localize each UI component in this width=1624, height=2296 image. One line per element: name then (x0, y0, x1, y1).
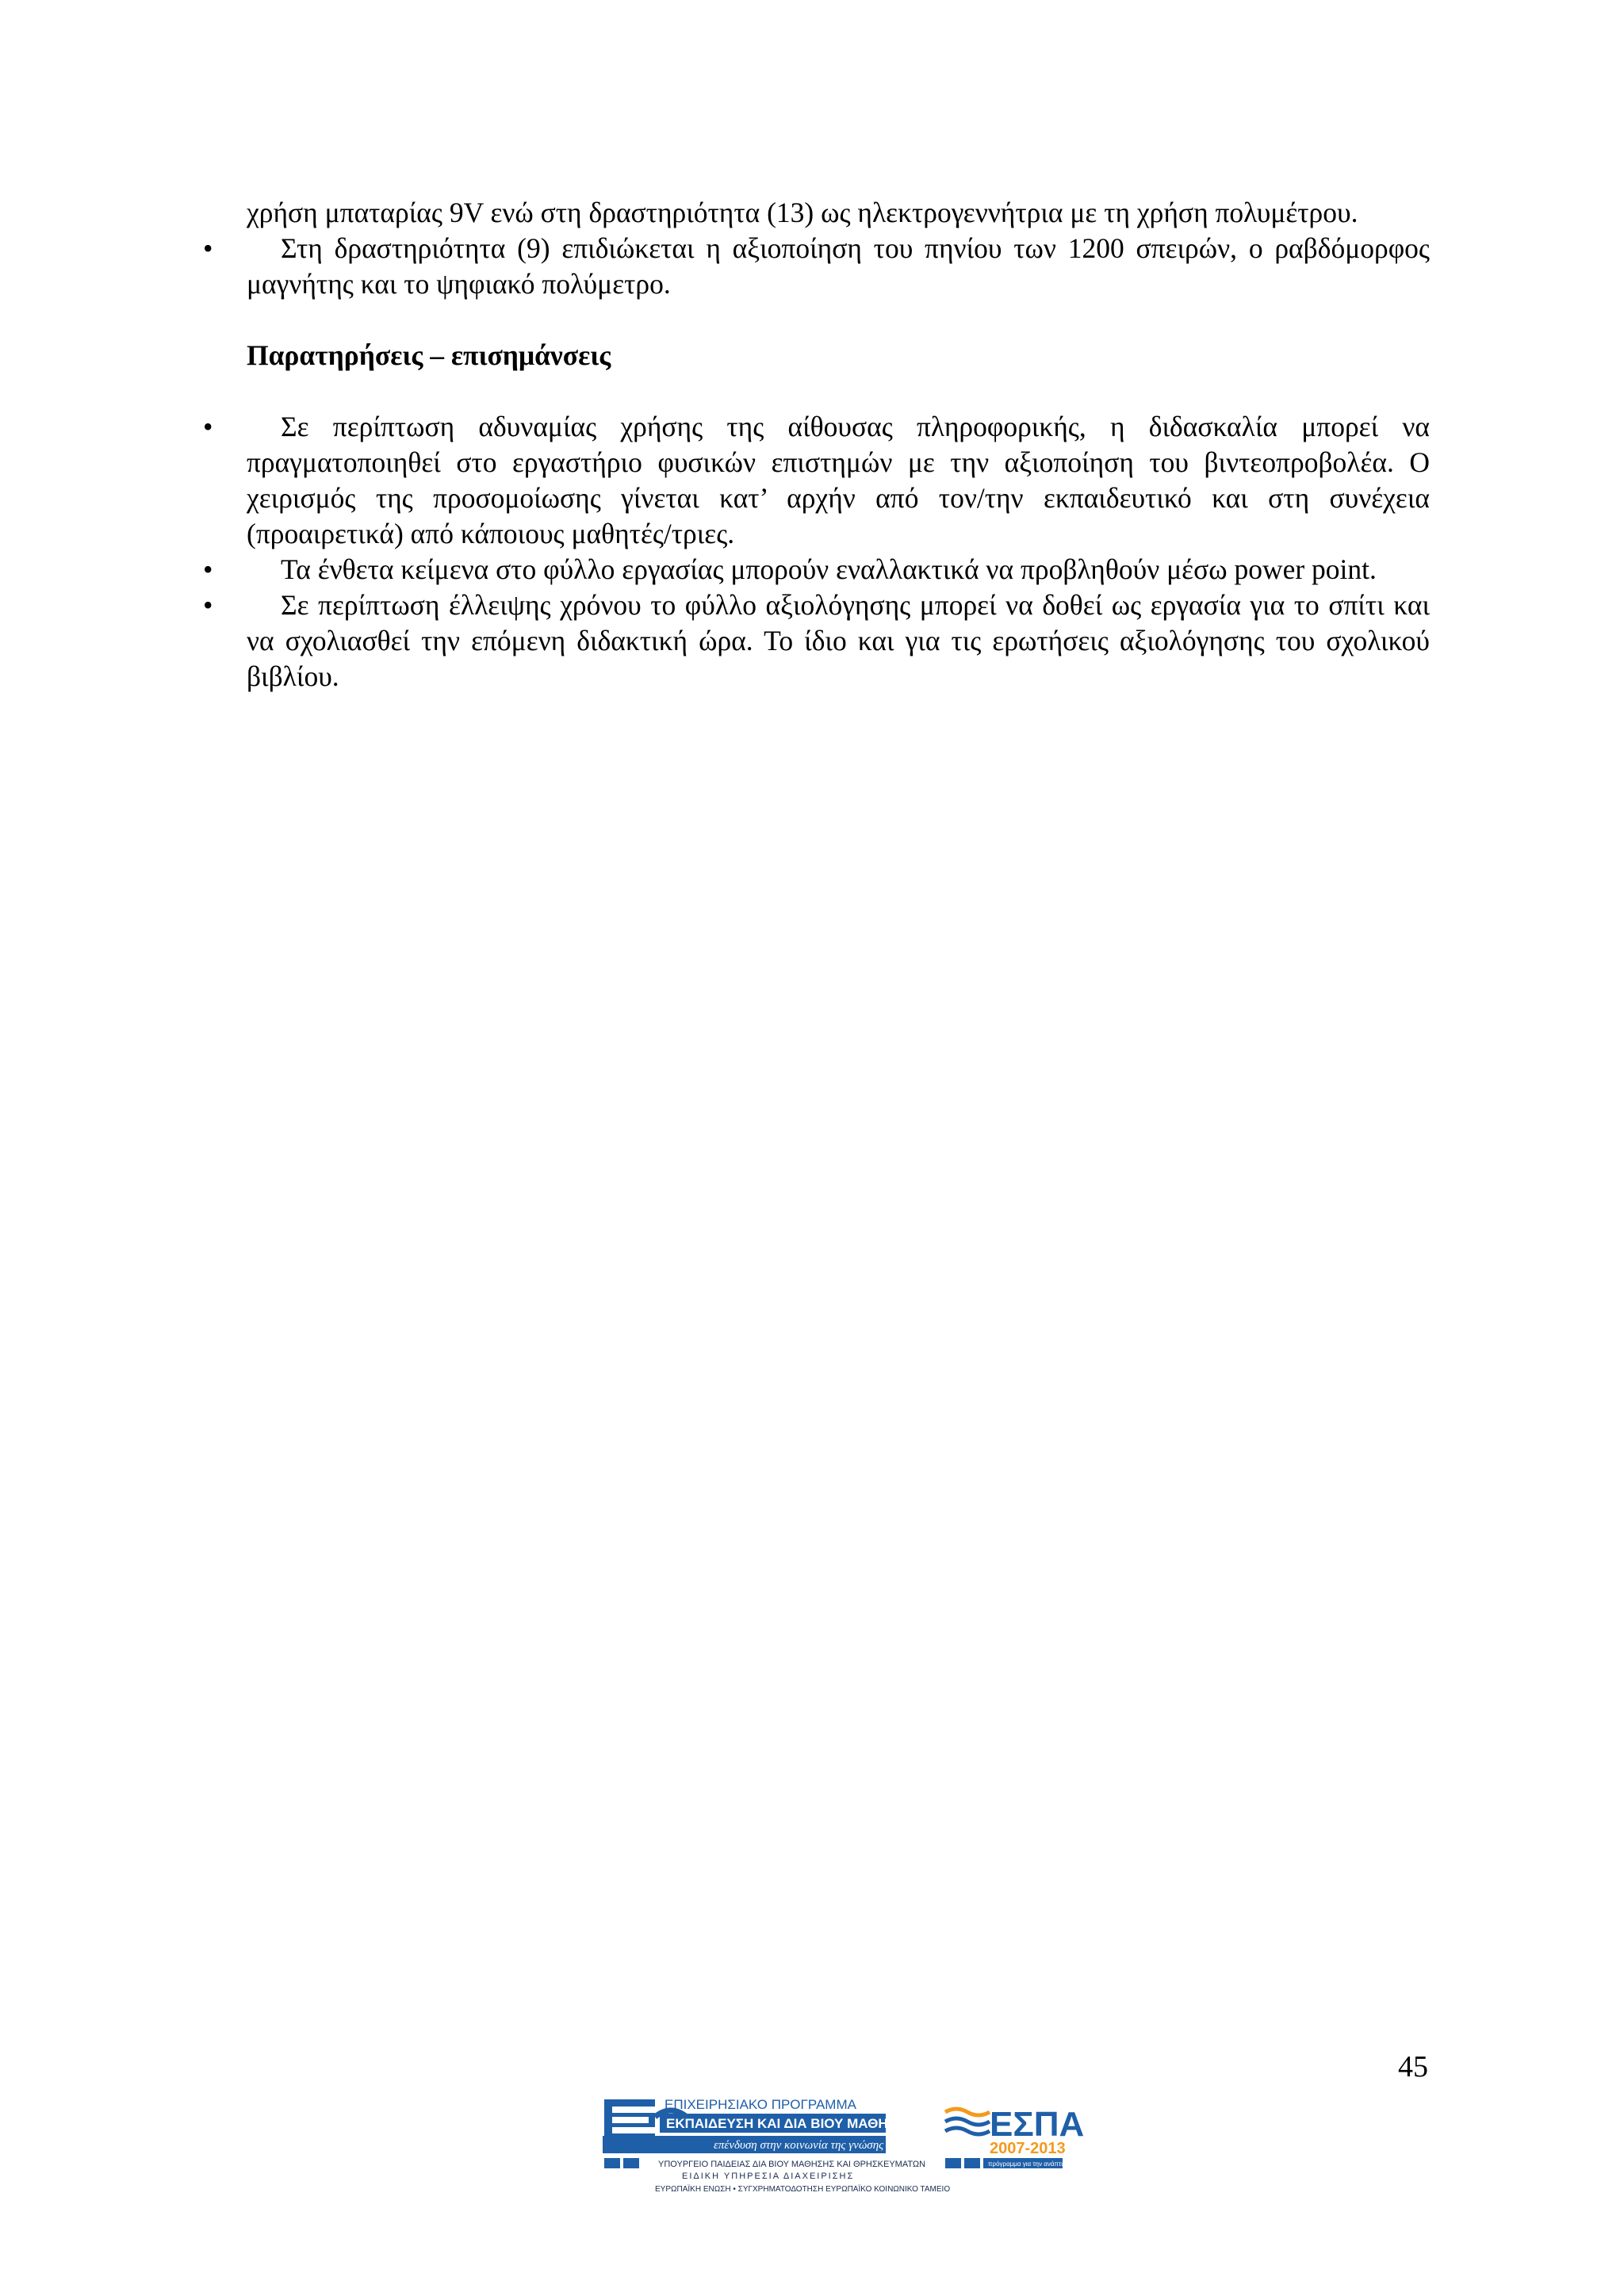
eu-line: ΕΥΡΩΠΑΪΚΗ ΕΝΩΣΗ • ΣΥΓΧΡΗΜΑΤΟΔΟΤΗΣΗ ΕΥΡΩΠΑΪΚΟ ΚΟΙΝΩΝΙΚΟ ΤΑΜΕΙΟ (655, 2185, 951, 2194)
list-item-text: Σε περίπτωση αδυναμίας χρήσης της αίθουσας πληροφορικής, η διδασκαλία μπορεί να πραγματοποιηθεί στο εργαστήριο φυσικών επιστημών με την αξιοποίηση του βιντεοπροβολέα. Ο χειρισμός της προσομοίωσης γίνεται κατ’ αρχήν από τον/την εκπαιδευτικό και στη συνέχεια (προαιρετικά) από κάποιους μαθητές/τριες. (247, 411, 1430, 549)
agency-line: ΕΙΔΙΚΗ ΥΠΗΡΕΣΙΑ ΔΙΑΧΕΙΡΙΣΗΣ (682, 2172, 855, 2181)
funding-logos-footer (0, 2093, 1624, 2204)
greek-flag-icon (945, 2158, 961, 2168)
bullet-icon: • (203, 553, 213, 585)
list-item (203, 409, 1430, 552)
section-heading: Παρατηρήσεις – επισημάνσεις (247, 339, 611, 371)
list-item (203, 587, 1430, 695)
continuation-paragraph: χρήση μπαταρίας 9V ενώ στη δραστηριότητα (13) ως ηλεκτρογεννήτρια με τη χρήση πολυμέτρου. (247, 197, 1358, 228)
funding-logos (0, 2093, 1624, 2204)
program-line-1: ΕΠΙΧΕΙΡΗΣΙΑΚΟ ΠΡΟΓΡΑΜΜΑ (665, 2097, 856, 2112)
eu-flag-icon (604, 2158, 620, 2168)
list-item-text: Στη δραστηριότητα (9) επιδιώκεται η αξιοποίηση του πηνίου των 1200 σπειρών, ο ραβδόμορφος μαγνήτης και το ψηφιακό πολύμετρο. (247, 232, 1430, 300)
program-slogan: επένδυση στην κοινωνία της γνώσης (714, 2139, 884, 2152)
list-item-text: Σε περίπτωση έλλειψης χρόνου το φύλλο αξιολόγησης μπορεί να δοθεί ως εργασία για το σπίτι και να σχολιασθεί την επόμενη διδακτική ώρα. Το ίδιο και για τις ερωτήσεις αξιολόγησης του σχολικού βιβλίου. (247, 589, 1430, 692)
list-item (203, 231, 1430, 302)
eu-flag-icon (964, 2158, 980, 2168)
ministry-line: ΥΠΟΥΡΓΕΙΟ ΠΑΙΔΕΙΑΣ ΔΙΑ ΒΙΟΥ ΜΑΘΗΣΗΣ ΚΑΙ ΘΡΗΣΚΕΥΜΑΤΩΝ (658, 2160, 926, 2169)
espa-title: ΕΣΠΑ (990, 2105, 1085, 2144)
program-line-2: ΕΚΠΑΙΔΕΥΣΗ ΚΑΙ ΔΙΑ ΒΙΟΥ ΜΑΘΗΣΗ (666, 2116, 906, 2131)
bullet-icon: • (203, 411, 213, 442)
page-number: 45 (1398, 2050, 1428, 2084)
greek-flag-icon (623, 2158, 639, 2168)
bullet-icon: • (203, 232, 213, 264)
document-body (203, 195, 1430, 695)
bullet-icon: • (203, 589, 213, 621)
list-item (203, 552, 1430, 587)
espa-years: 2007-2013 (990, 2140, 1066, 2157)
list-item-text: Τα ένθετα κείμενα στο φύλλο εργασίας μπορούν εναλλακτικά να προβληθούν μέσω power point. (281, 553, 1377, 585)
espa-slogan: πρόγραμμα για την ανάπτυξη (988, 2160, 1071, 2168)
espa-logo-mark-icon (945, 2109, 990, 2134)
